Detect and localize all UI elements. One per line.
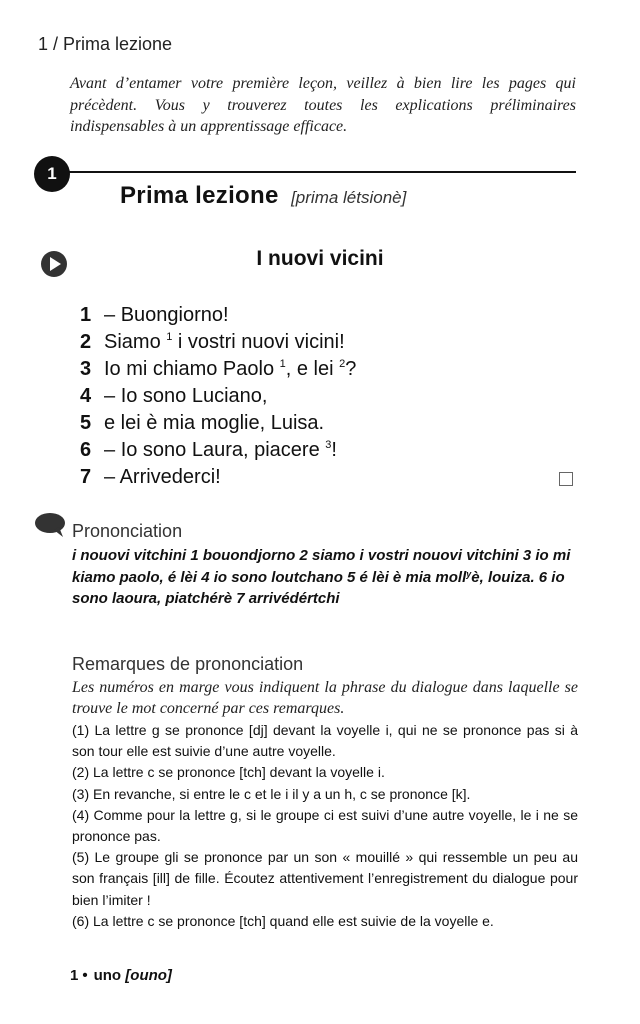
pronunciation-part: è, louiza. 6 io sono laoura, piatchérè 7 arrivédértchi [72, 568, 565, 607]
pronunciation-superscript: y [466, 568, 472, 579]
lesson-title-pronunciation: [prima létsionè] [291, 188, 407, 207]
intro-text: Avant d’entamer votre première leçon, veillez à bien lire les pages qui précèdent. Vous y trouverez toutes les explications préliminaires indispensables à un apprentissage efficace. [70, 75, 576, 135]
dialogue-line [80, 410, 500, 437]
dialogue-line [80, 464, 500, 491]
remark-item: (5) Le groupe gli se prononce par un son « mouillé » qui ressemble un peu au son français [ill] de fille. Écoutez attentivement l’enregistrement du dialogue pour bien l’imiter ! [72, 849, 578, 908]
pronunciation-heading: Prononciation [72, 521, 183, 541]
line-number: 7 [80, 466, 92, 488]
line-text: , e lei [285, 358, 340, 380]
line-number: 2 [80, 331, 92, 353]
line-text: Io sono Luciano, [120, 385, 268, 407]
line-number: 5 [80, 412, 92, 434]
speech-bubble-icon [34, 512, 66, 538]
pronunciation-text [72, 545, 578, 610]
line-number: 4 [80, 385, 92, 407]
dialogue-line [80, 383, 500, 410]
remarks-list [72, 720, 578, 932]
line-dash: – [104, 439, 121, 461]
lesson-title-row [120, 182, 406, 210]
page-number-word: uno [93, 967, 122, 984]
line-text: Arrivederci! [119, 466, 221, 488]
line-text: Buongiorno! [120, 304, 229, 326]
dialogue-line [80, 302, 500, 329]
page-footer [70, 967, 172, 984]
remark-item: (3) En revanche, si entre le c et le i il y a un h, c se prononce [k]. [72, 785, 471, 802]
line-number: 6 [80, 439, 92, 461]
line-dash: – [104, 466, 120, 488]
lesson-title: Prima lezione [120, 182, 279, 209]
note-ref: 3 [325, 439, 332, 451]
note-ref: 1 [279, 358, 286, 370]
dialogue-line [80, 437, 500, 464]
remarks-intro: Les numéros en marge vous indiquent la phrase du dialogue dans laquelle se trouve le mot concerné par ces remarques. [72, 679, 578, 717]
remark-item: (2) La lettre c se prononce [tch] devant la voyelle i. [72, 764, 385, 781]
line-text: Io mi chiamo Paolo [104, 358, 280, 380]
remark-item: (4) Comme pour la lettre g, si le groupe ci est suivi d’une autre voyelle, le i ne se prononce pas. [72, 806, 578, 845]
page-number: 1 [70, 967, 79, 984]
lesson-number-badge: 1 [34, 156, 70, 192]
line-dash: – [104, 304, 121, 326]
dialogue-line [80, 329, 500, 356]
line-number: 1 [80, 304, 92, 326]
dialogue-line [80, 356, 500, 383]
page-number-pronunciation: [ouno] [125, 967, 172, 984]
lesson-divider [68, 171, 576, 173]
line-text: ! [331, 439, 337, 461]
note-ref: 2 [339, 358, 346, 370]
dialogue-title: I nuovi vicini [256, 247, 384, 270]
remark-item: (6) La lettre c se prononce [tch] quand elle est suivie de la voyelle e. [72, 912, 494, 929]
line-text: e lei è mia moglie, Luisa. [104, 412, 325, 434]
pronunciation-part: i nouovi vitchini 1 bouondjorno 2 siamo i vostri nouovi vitchini 3 io mi kiamo paolo, é lèi 4 io sono loutchano 5 é lèi è mia moll [72, 547, 571, 586]
remark-item: (1) La lettre g se prononce [dj] devant la voyelle i, qui ne se prononce pas si à son tour elle est suivie d’une autre voyelle. [72, 722, 578, 760]
line-dash: – [104, 385, 121, 407]
line-number: 3 [80, 358, 92, 380]
lesson-checkbox[interactable] [559, 472, 573, 486]
footer-bullet: • [82, 967, 88, 984]
line-text: Siamo [104, 331, 167, 353]
remarks-heading: Remarques de prononciation [72, 654, 304, 674]
dialogue [80, 302, 500, 491]
running-header: 1 / Prima lezione [38, 34, 173, 54]
line-text: ? [345, 358, 357, 380]
note-ref: 1 [166, 331, 173, 343]
line-text: Io sono Laura, piacere [120, 439, 326, 461]
line-text: i vostri nuovi vicini! [172, 331, 345, 353]
